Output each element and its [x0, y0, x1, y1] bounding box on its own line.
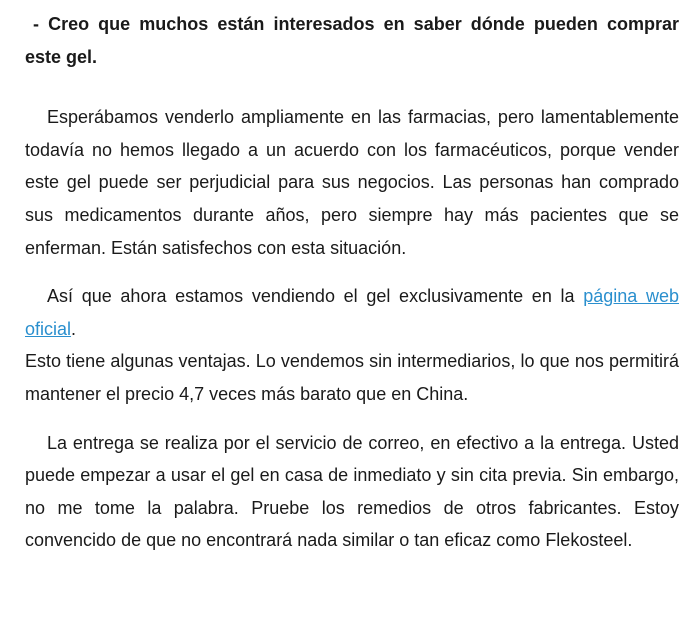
paragraph-advantages: Esto tiene algunas ventajas. Lo vendemos sin intermediarios, lo que nos permitirá mantener el precio 4,7 veces más barato que en China. [25, 351, 679, 404]
paragraph-delivery: La entrega se realiza por el servicio de correo, en efectivo a la entrega. Usted puede empezar a usar el gel en casa de inmediato y sin cita previa. Sin embargo, no me tome la palabra. Pruebe los remedios de otros fabricantes. Estoy convencido de que no encontrará nada similar o tan eficaz como Flekosteel. [25, 432, 679, 551]
paragraph-pharmacies: Esperábamos venderlo ampliamente en las farmacias, pero lamentablemente todavía no hemos llegado a un acuerdo con los farmacéuticos, porque vender este gel puede ser perjudicial para sus negocios. Las personas han comprado sus medicamentos durante años, pero siempre hay más pacientes que se enferman. Están satisfechos con esta situación. [25, 107, 679, 258]
question-text: - Creo que muchos están interesados en saber dónde pueden comprar este gel. [25, 14, 679, 67]
article-body [25, 8, 679, 557]
paragraph-official-site-text: Así que ahora estamos vendiendo el gel exclusivamente en la [47, 286, 584, 307]
official-website-link[interactable]: página web oficial [25, 286, 680, 339]
paragraph-official-site [25, 280, 679, 345]
paragraph-official-site-end: . [71, 318, 77, 339]
question-heading [25, 8, 679, 73]
